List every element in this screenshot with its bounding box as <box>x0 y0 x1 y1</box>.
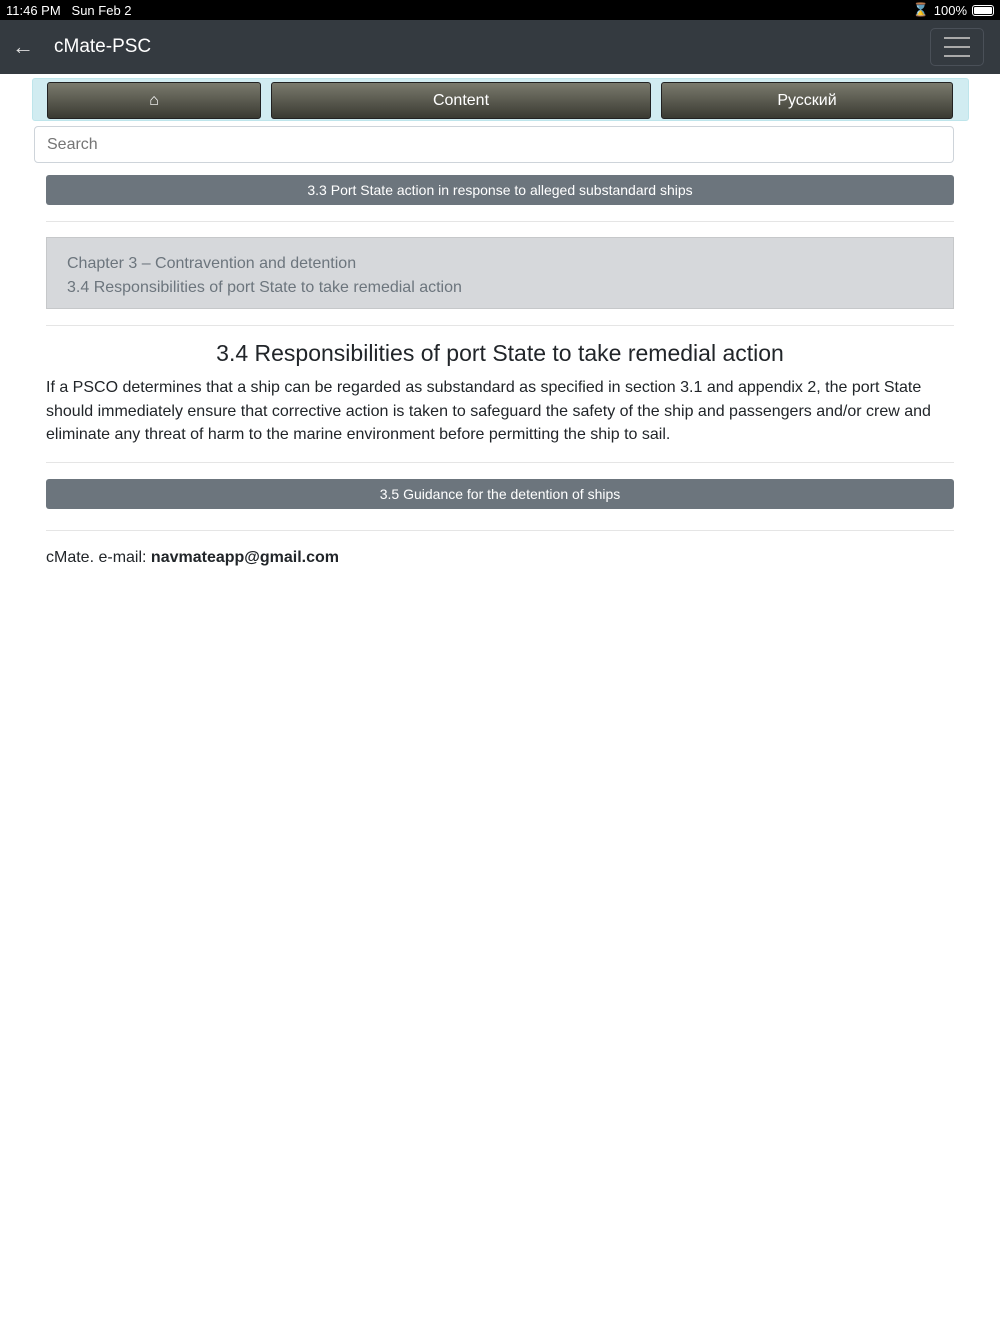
divider <box>46 530 954 531</box>
app-title: cMate-PSC <box>54 36 152 57</box>
body-text: If a PSCO determines that a ship can be regarded as substandard as specified in section 3.1 and appendix 2, the port State should immediately ensure that corrective action is taken to safeguard the safety of the ship and passengers and/or crew and eliminate any threat of harm to the marine environment before permitting the ship to sail. <box>46 379 931 443</box>
divider <box>46 221 954 222</box>
breadcrumb-section: 3.4 Responsibilities of port State to take remedial action <box>67 279 462 296</box>
prev-section-button[interactable]: 3.3 Port State action in response to alleged substandard ships <box>46 175 954 205</box>
wifi-icon: ⌛ <box>912 2 929 17</box>
page-title: 3.4 Responsibilities of port State to take remedial action <box>216 340 784 366</box>
divider <box>46 325 954 326</box>
toolbar <box>32 78 969 121</box>
home-icon: ⌂ <box>149 91 159 109</box>
back-arrow-icon[interactable]: ← <box>12 34 34 59</box>
home-button[interactable] <box>47 82 261 119</box>
status-bar <box>0 0 1000 20</box>
breadcrumb-chapter: Chapter 3 – Contravention and detention <box>67 255 357 272</box>
divider <box>46 462 954 463</box>
search-input[interactable] <box>34 126 954 163</box>
status-time: 11:46 PM <box>6 2 61 18</box>
footer-email-link[interactable]: navmateapp@gmail.com <box>150 549 340 566</box>
status-date: Sun Feb 2 <box>71 2 132 18</box>
battery-percent: 100% <box>933 2 967 18</box>
hamburger-menu-button[interactable] <box>930 28 984 66</box>
footer-label: cMate. e-mail: <box>46 549 151 566</box>
content-label: Content <box>432 91 490 109</box>
navbar <box>0 20 1000 74</box>
next-section-button[interactable]: 3.5 Guidance for the detention of ships <box>46 479 954 509</box>
breadcrumb <box>46 237 954 309</box>
footer <box>46 549 339 567</box>
language-label: Русский <box>777 91 837 109</box>
content-button[interactable] <box>271 82 651 119</box>
language-button[interactable] <box>661 82 953 119</box>
battery-icon <box>972 5 994 16</box>
